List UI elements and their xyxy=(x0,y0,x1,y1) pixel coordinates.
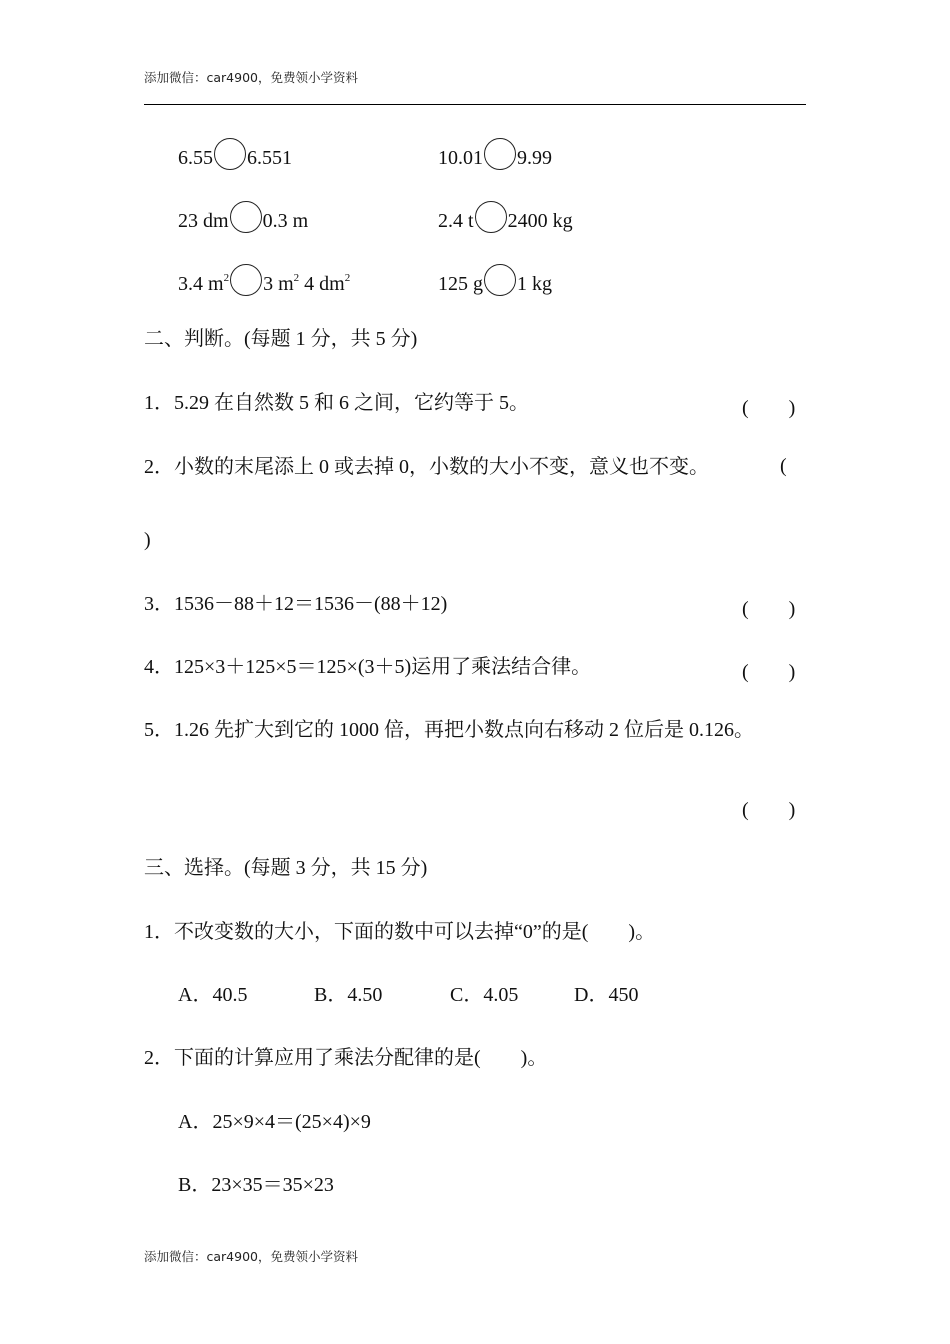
option-d[interactable]: D．450 xyxy=(574,984,639,1006)
exponent: 2 xyxy=(293,272,300,284)
question-text: 1．不改变数的大小，下面的数中可以去掉“0”的是( )。 xyxy=(144,921,656,943)
compare-left: 2.4 t xyxy=(438,210,474,232)
compare-left: 23 dm xyxy=(178,210,229,232)
compare-right: 6.551 xyxy=(247,147,292,169)
option-a[interactable]: A．40.5 xyxy=(178,984,248,1006)
option-b[interactable]: B．23×35＝35×23 xyxy=(178,1174,334,1196)
section-title: 三、选择。(每题 3 分，共 15 分) xyxy=(144,857,428,879)
question-text: 4．125×3＋125×5＝125×(3＋5)运用了乘法结合律。 xyxy=(144,656,592,678)
compare-item xyxy=(178,264,350,296)
compare-left: 10.01 xyxy=(438,147,483,169)
question-text: 2．下面的计算应用了乘法分配律的是( )。 xyxy=(144,1047,548,1069)
answer-circle[interactable] xyxy=(475,201,507,233)
compare-item xyxy=(438,264,552,296)
section-title: 二、判断。(每题 1 分，共 5 分) xyxy=(144,328,418,350)
question-text: 2．小数的末尾添上 0 或去掉 0，小数的大小不变，意义也不变。 xyxy=(144,456,709,478)
question-text: 3．1536－88＋12＝1536－(88＋12) xyxy=(144,593,448,615)
question-text: 1．5.29 在自然数 5 和 6 之间，它约等于 5。 xyxy=(144,392,529,414)
answer-circle[interactable] xyxy=(230,201,262,233)
compare-item xyxy=(178,138,292,170)
compare-right: 0.3 m xyxy=(262,210,309,232)
answer-circle[interactable] xyxy=(214,138,246,170)
option-a[interactable]: A．25×9×4＝(25×4)×9 xyxy=(178,1111,371,1133)
answer-circle[interactable] xyxy=(484,264,516,296)
compare-right: 4 dm xyxy=(299,273,345,295)
exponent: 2 xyxy=(344,272,351,284)
question-text: 5．1.26 先扩大到它的 1000 倍，再把小数点向右移动 2 位后是 0.126。 xyxy=(144,719,754,741)
compare-item xyxy=(438,138,552,170)
page-footer: 添加微信：car4900，免费领小学资料 xyxy=(144,1249,358,1264)
compare-right: 1 kg xyxy=(517,273,552,295)
answer-paren-close[interactable]: ) xyxy=(144,529,151,551)
answer-circle[interactable] xyxy=(484,138,516,170)
option-b[interactable]: B．4.50 xyxy=(314,984,383,1006)
choice-options xyxy=(178,983,638,1007)
header-divider xyxy=(144,104,806,105)
answer-paren-open[interactable]: ( xyxy=(780,455,787,477)
compare-left: 125 g xyxy=(438,273,483,295)
exponent: 2 xyxy=(223,272,230,284)
compare-left: 6.55 xyxy=(178,147,213,169)
compare-right: 3 m xyxy=(263,273,294,295)
page-header: 添加微信：car4900，免费领小学资料 xyxy=(144,70,358,85)
compare-right: 9.99 xyxy=(517,147,552,169)
answer-parens[interactable]: ( ) xyxy=(742,397,796,419)
answer-circle[interactable] xyxy=(230,264,262,296)
compare-item xyxy=(438,201,573,233)
answer-parens[interactable]: ( ) xyxy=(742,799,796,821)
compare-left: 3.4 m xyxy=(178,273,224,295)
compare-item xyxy=(178,201,308,233)
compare-right: 2400 kg xyxy=(507,210,573,232)
answer-parens[interactable]: ( ) xyxy=(742,661,796,683)
answer-parens[interactable]: ( ) xyxy=(742,598,796,620)
option-c[interactable]: C．4.05 xyxy=(450,984,519,1006)
